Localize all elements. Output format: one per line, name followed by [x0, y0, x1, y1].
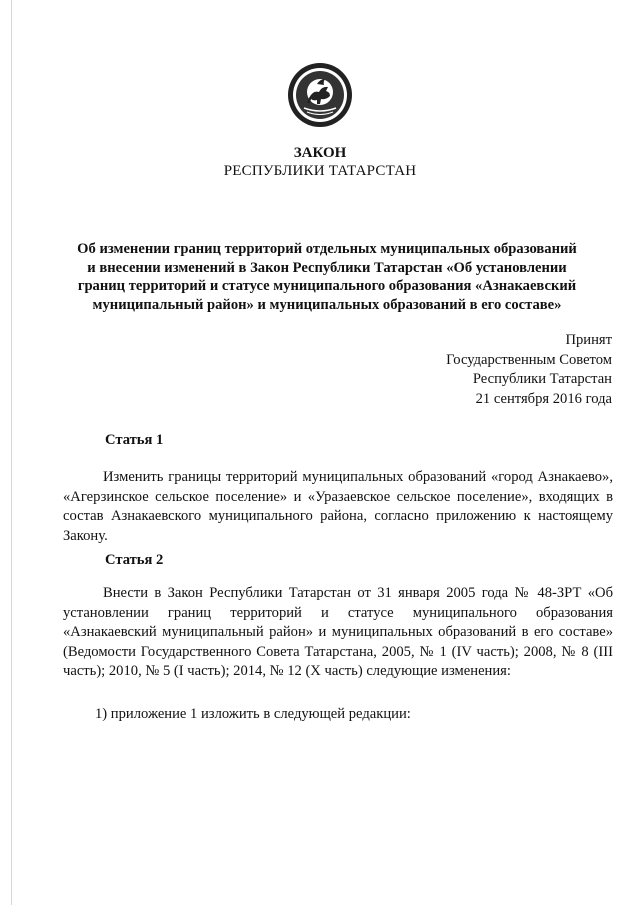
adoption-block	[446, 331, 612, 409]
adoption-line: Принят	[565, 332, 612, 348]
subject-line: и внесении изменений в Закон Республики Татарстан «Об установлении	[87, 259, 567, 276]
article-1-heading: Статья 1	[105, 432, 164, 448]
law-republic: РЕСПУБЛИКИ ТАТАРСТАН	[223, 163, 417, 179]
subject-line: границ территорий и статусе муниципального образования «Азнакаевский	[77, 278, 577, 294]
adoption-line: Государственным Советом	[446, 351, 612, 368]
article-2-heading: Статья 2	[105, 552, 164, 568]
article-2-text: Внести в Закон Республики Татарстан от 31 января 2005 года № 48-ЗРТ «Об установлении границ территорий и статусе муниципального образования «Азнакаевский муниципальный район» и муниципальных образований в его составе» (Ведомости Государственного Совета Татарстана, 2005, № 1 (IV часть); 2008, № 8 (III часть); 2010, № 5 (I часть); 2014, № 12 (X часть) следующие изменения:	[63, 585, 613, 679]
adoption-line: Республики Татарстан	[472, 371, 612, 387]
subject-line: муниципальный район» и муниципальных образований в его составе»	[92, 296, 562, 313]
subject-line: Об изменении границ территорий отдельных муниципальных образований	[77, 241, 577, 257]
article-2-item-1: 1) приложение 1 изложить в следующей редакции:	[95, 706, 411, 722]
scan-margin-line	[11, 0, 12, 905]
adoption-date: 21 сентября 2016 года	[475, 390, 612, 407]
article-1-text: Изменить границы территорий муниципальных образований «город Азнакаево», «Агерзинское сельское поселение» и «Уразаевское сельское поселение», входящих в состав Азнакаевского муниципального района, согласно приложению к настоящему Закону.	[63, 469, 613, 544]
law-subject	[72, 240, 582, 314]
law-title: ЗАКОН	[293, 145, 347, 161]
tatarstan-coat-of-arms-icon	[287, 62, 353, 128]
